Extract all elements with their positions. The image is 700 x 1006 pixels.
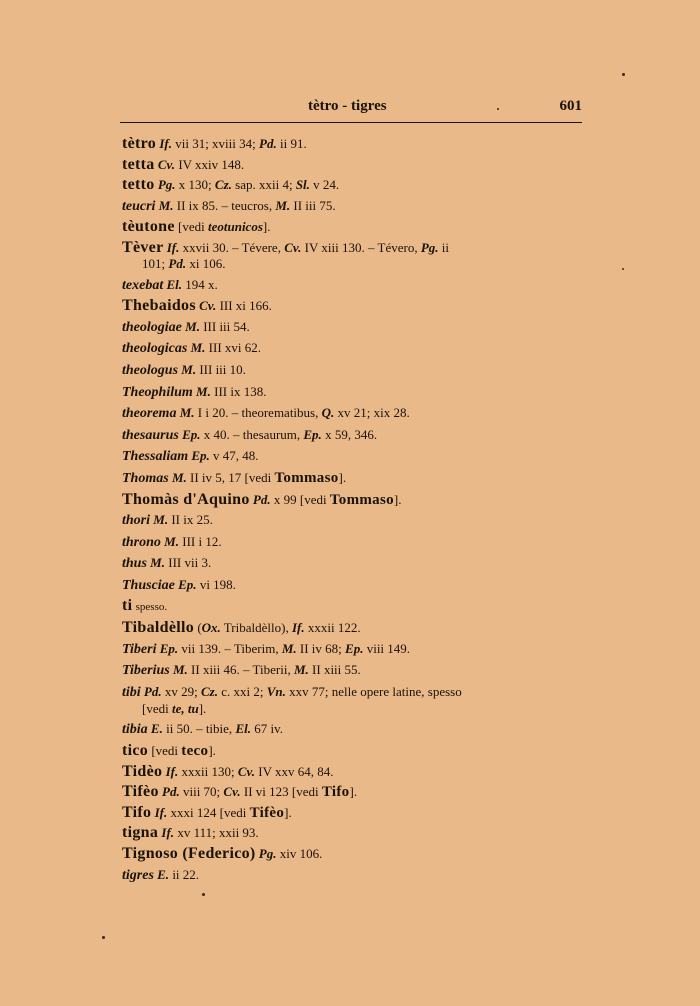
speck — [102, 936, 105, 939]
entry-tiberi: Tiberi Ep. vii 139. – Tiberim, M. II iv 68; Ep. viii 149. — [122, 640, 411, 657]
entry-tetta: tetta Cv. IV xxiv 148. — [122, 155, 245, 173]
headword: tibia — [122, 722, 148, 738]
entry-teucri: teucri M. II ix 85. – teucros, M. II iii 75. — [122, 197, 336, 214]
entry-theologiae: theologiae M. III iii 54. — [122, 318, 250, 335]
entry-tibi: tibi Pd. xv 29; Cz. c. xxi 2; Vn. xxv 77; nelle opere latine, spesso [vedi te, tu]. — [122, 683, 462, 716]
headword: tètro — [122, 135, 157, 152]
entry-thomas-aquino: Thomàs d'Aquino Pd. x 99 [vedi Tommaso]. — [122, 490, 402, 508]
entry-thori: thori M. II ix 25. — [122, 512, 213, 529]
entry-tibaldello: Tibaldèllo (Ox. Tribaldèllo), If. xxxii 122. — [122, 619, 361, 637]
headword: Thessaliam — [122, 449, 189, 465]
headword: Tifèo — [122, 783, 159, 801]
header-title: tètro - tigres — [308, 98, 387, 114]
speck — [202, 893, 205, 896]
entry-thebaidos: Thebaidos Cv. III xi 166. — [122, 297, 272, 315]
headword: Tidèo — [122, 762, 163, 780]
dictionary-entries — [122, 136, 592, 888]
entry-tifo: Tifo If. xxxi 124 [vedi Tifèo]. — [122, 803, 292, 821]
headword: Thebaidos — [122, 297, 196, 315]
entry-teutone: tèutone [vedi teotunicos]. — [122, 218, 271, 236]
entry-theophilum: Theophilum M. III ix 138. — [122, 383, 267, 400]
headword: theologus — [122, 362, 179, 378]
entry-tetro: tètro If. vii 31; xviii 34; Pd. ii 91. — [122, 135, 307, 152]
headword: Thomàs d'Aquino — [122, 490, 250, 508]
entry-tetto: tetto Pg. x 130; Cz. sap. xxii 4; Sl. v 24. — [122, 176, 340, 194]
headword: Tifo — [122, 803, 152, 821]
speck — [622, 268, 624, 270]
entry-thusciae: Thusciae Ep. vi 198. — [122, 576, 236, 593]
headword: tetto — [122, 176, 155, 194]
headword: tèutone — [122, 218, 175, 236]
headword: tibi — [122, 684, 141, 700]
headword: throno — [122, 534, 161, 550]
speck — [497, 108, 499, 110]
headword: theologicas — [122, 341, 188, 357]
entry-tigna: tigna If. xv 111; xxii 93. — [122, 824, 259, 842]
entry-theorema: theorema M. I i 20. – theorematibus, Q. xv 21; xix 28. — [122, 405, 410, 422]
headword: thori — [122, 513, 151, 529]
headword: thus — [122, 556, 147, 572]
headword: Theophilum — [122, 384, 193, 400]
entry-tifeo: Tifèo Pd. viii 70; Cv. II vi 123 [vedi Tifo]. — [122, 783, 358, 801]
entry-ti: ti spesso. — [122, 597, 168, 615]
entry-thus: thus M. III vii 3. — [122, 555, 212, 572]
headword: ti — [122, 597, 133, 615]
entry-tigres: tigres E. ii 22. — [122, 866, 200, 883]
entry-tignoso: Tignoso (Federico) Pg. xiv 106. — [122, 845, 323, 862]
headword: tico — [122, 742, 149, 760]
headword: texebat — [122, 277, 164, 293]
headword: Tiberi — [122, 641, 157, 657]
entry-tico: tico [vedi teco]. — [122, 742, 216, 760]
entry-tideo: Tidèo If. xxxii 130; Cv. IV xxv 64, 84. — [122, 762, 334, 780]
entry-theologus: theologus M. III iii 10. — [122, 361, 246, 378]
entry-thomas: Thomas M. II iv 5, 17 [vedi Tommaso]. — [122, 469, 347, 486]
entry-tever: Tèver If. xxvii 30. – Tévere, Cv. IV xiii 130. – Tévero, Pg. ii 101; Pd. xi 106. — [122, 238, 450, 271]
headword: Thusciae — [122, 577, 175, 593]
headword: Thomas — [122, 470, 169, 486]
headword: Tignoso (Federico) — [122, 845, 256, 862]
entry-throno: throno M. III i 12. — [122, 533, 222, 550]
running-header — [120, 98, 582, 123]
headword: theologiae — [122, 319, 182, 335]
headword: tigres — [122, 867, 154, 883]
entry-theologicas: theologicas M. III xvi 62. — [122, 340, 262, 357]
entry-thesaurus: thesaurus Ep. x 40. – thesaurum, Ep. x 59, 346. — [122, 426, 378, 443]
headword: theorema — [122, 406, 177, 422]
entry-texebat: texebat El. 194 x. — [122, 276, 218, 293]
headword: thesaurus — [122, 427, 179, 443]
headword: tigna — [122, 824, 159, 842]
headword: teucri — [122, 198, 156, 214]
headword: tetta — [122, 155, 155, 173]
page-number: 601 — [559, 98, 582, 114]
headword: Tèver — [122, 238, 164, 256]
speck — [622, 73, 625, 76]
headword: Tibaldèllo — [122, 619, 195, 637]
entry-tibia: tibia E. ii 50. – tibie, El. 67 iv. — [122, 721, 284, 738]
headword: Tiberius — [122, 663, 170, 679]
entry-thessaliam: Thessaliam Ep. v 47, 48. — [122, 448, 259, 465]
entry-tiberius: Tiberius M. II xiii 46. – Tiberii, M. II xiii 55. — [122, 662, 361, 679]
